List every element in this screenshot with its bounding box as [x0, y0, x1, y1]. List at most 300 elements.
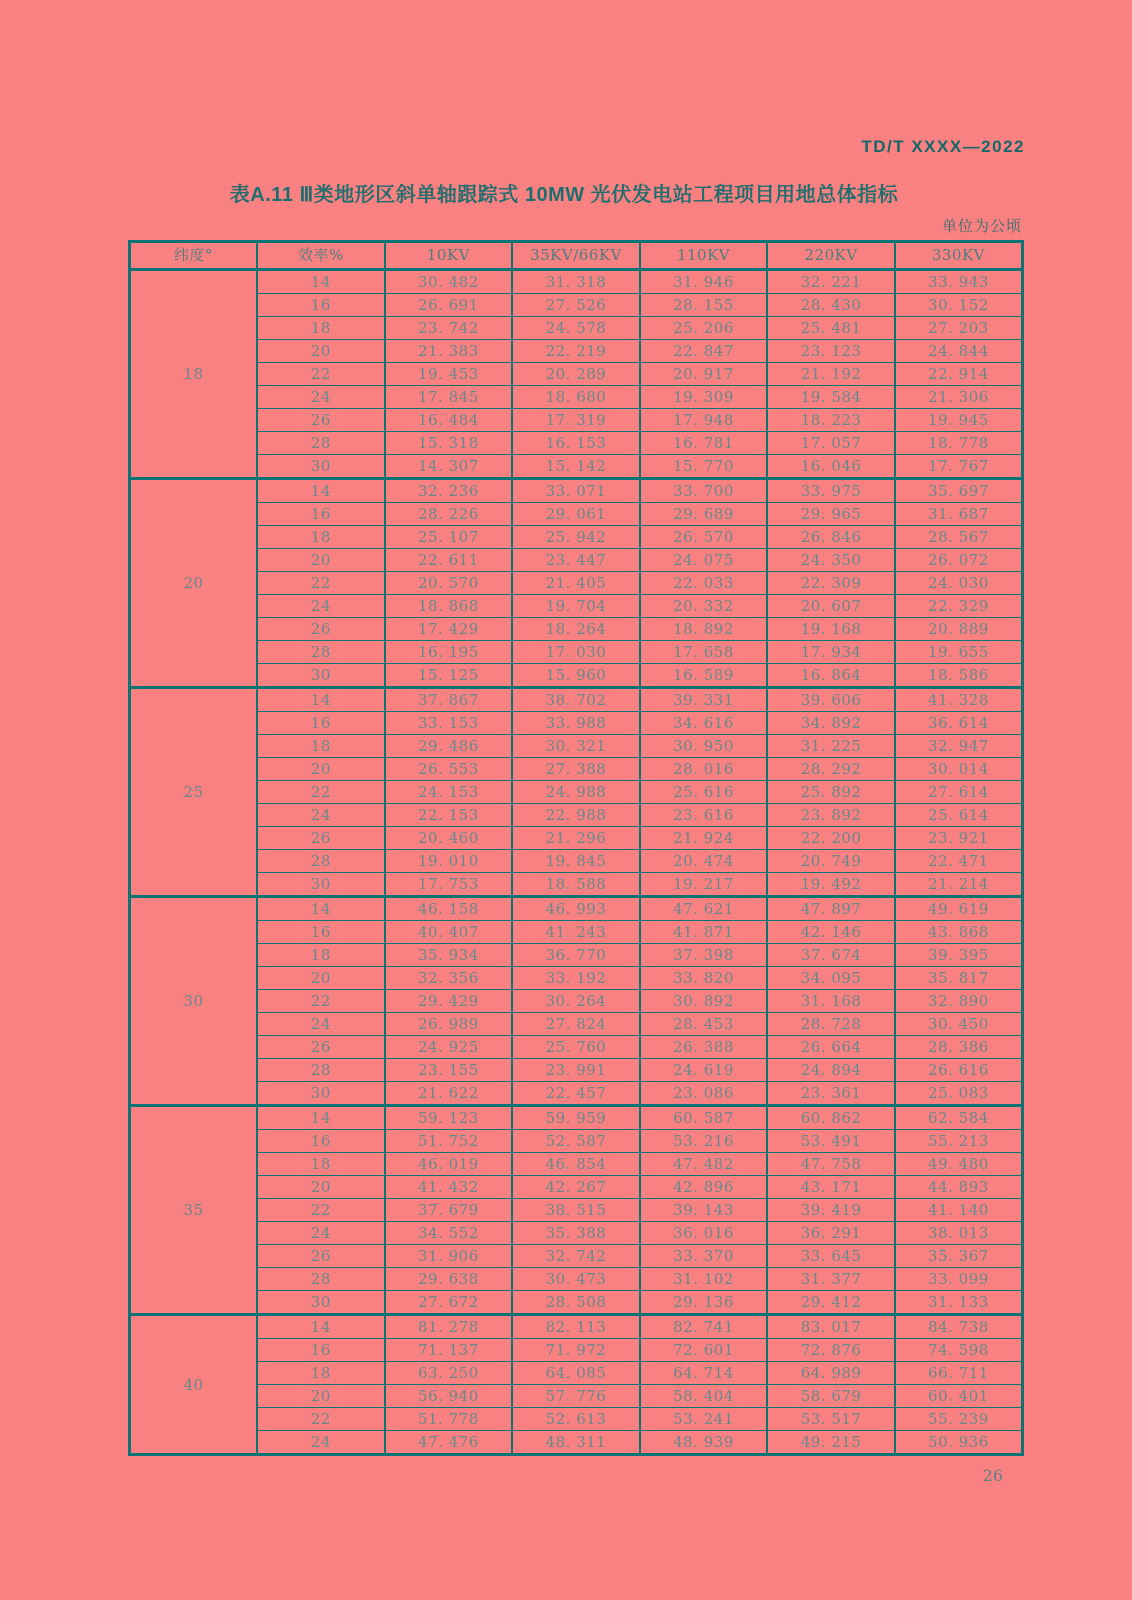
table-row: [130, 1245, 1023, 1268]
value-cell: 47. 621: [640, 897, 768, 921]
value-cell: 47. 758: [767, 1153, 895, 1176]
value-cell: 55. 239: [895, 1408, 1023, 1431]
value-cell: 15. 770: [640, 455, 768, 479]
efficiency-cell: 16: [257, 294, 385, 317]
efficiency-cell: 18: [257, 1153, 385, 1176]
value-cell: 53. 241: [640, 1408, 768, 1431]
value-cell: 25. 760: [512, 1036, 640, 1059]
value-cell: 20. 570: [385, 572, 513, 595]
value-cell: 31. 377: [767, 1268, 895, 1291]
value-cell: 23. 991: [512, 1059, 640, 1082]
value-cell: 32. 221: [767, 270, 895, 294]
value-cell: 23. 123: [767, 340, 895, 363]
efficiency-cell: 20: [257, 340, 385, 363]
efficiency-cell: 14: [257, 897, 385, 921]
table-row: [130, 340, 1023, 363]
value-cell: 26. 616: [895, 1059, 1023, 1082]
value-cell: 28. 386: [895, 1036, 1023, 1059]
value-cell: 30. 152: [895, 294, 1023, 317]
value-cell: 38. 013: [895, 1222, 1023, 1245]
value-cell: 53. 491: [767, 1130, 895, 1153]
value-cell: 19. 655: [895, 641, 1023, 664]
efficiency-cell: 24: [257, 1013, 385, 1036]
value-cell: 15. 142: [512, 455, 640, 479]
latitude-cell: 30: [130, 897, 258, 1106]
value-cell: 31. 133: [895, 1291, 1023, 1315]
table-row: [130, 1059, 1023, 1082]
table-row: [130, 1268, 1023, 1291]
value-cell: 58. 679: [767, 1385, 895, 1408]
column-header: 110KV: [640, 242, 768, 270]
value-cell: 18. 868: [385, 595, 513, 618]
value-cell: 22. 847: [640, 340, 768, 363]
efficiency-cell: 26: [257, 1245, 385, 1268]
efficiency-cell: 18: [257, 526, 385, 549]
efficiency-cell: 26: [257, 409, 385, 432]
value-cell: 16. 195: [385, 641, 513, 664]
efficiency-cell: 14: [257, 1315, 385, 1339]
value-cell: 47. 897: [767, 897, 895, 921]
value-cell: 19. 704: [512, 595, 640, 618]
value-cell: 26. 072: [895, 549, 1023, 572]
value-cell: 39. 331: [640, 688, 768, 712]
value-cell: 50. 936: [895, 1431, 1023, 1455]
value-cell: 30. 892: [640, 990, 768, 1013]
value-cell: 26. 553: [385, 758, 513, 781]
value-cell: 23. 742: [385, 317, 513, 340]
table-row: [130, 572, 1023, 595]
table-row: [130, 503, 1023, 526]
value-cell: 33. 099: [895, 1268, 1023, 1291]
value-cell: 16. 484: [385, 409, 513, 432]
value-cell: 36. 614: [895, 712, 1023, 735]
value-cell: 31. 225: [767, 735, 895, 758]
value-cell: 43. 171: [767, 1176, 895, 1199]
value-cell: 48. 311: [512, 1431, 640, 1455]
value-cell: 20. 332: [640, 595, 768, 618]
table-container: [128, 240, 1024, 1456]
table-row: [130, 712, 1023, 735]
value-cell: 21. 306: [895, 386, 1023, 409]
table-row: [130, 827, 1023, 850]
value-cell: 22. 309: [767, 572, 895, 595]
value-cell: 71. 972: [512, 1339, 640, 1362]
value-cell: 55. 213: [895, 1130, 1023, 1153]
efficiency-cell: 24: [257, 386, 385, 409]
value-cell: 27. 672: [385, 1291, 513, 1315]
value-cell: 19. 492: [767, 873, 895, 897]
value-cell: 22. 329: [895, 595, 1023, 618]
value-cell: 26. 691: [385, 294, 513, 317]
value-cell: 34. 095: [767, 967, 895, 990]
value-cell: 17. 948: [640, 409, 768, 432]
value-cell: 29. 638: [385, 1268, 513, 1291]
value-cell: 22. 457: [512, 1082, 640, 1106]
value-cell: 18. 264: [512, 618, 640, 641]
value-cell: 27. 388: [512, 758, 640, 781]
column-header: 效率%: [257, 242, 385, 270]
value-cell: 17. 767: [895, 455, 1023, 479]
efficiency-cell: 18: [257, 317, 385, 340]
table-row: [130, 897, 1023, 921]
value-cell: 31. 168: [767, 990, 895, 1013]
value-cell: 23. 921: [895, 827, 1023, 850]
value-cell: 15. 318: [385, 432, 513, 455]
value-cell: 17. 429: [385, 618, 513, 641]
value-cell: 49. 619: [895, 897, 1023, 921]
value-cell: 53. 517: [767, 1408, 895, 1431]
value-cell: 66. 711: [895, 1362, 1023, 1385]
efficiency-cell: 26: [257, 618, 385, 641]
value-cell: 28. 292: [767, 758, 895, 781]
table-row: [130, 1362, 1023, 1385]
efficiency-cell: 24: [257, 1222, 385, 1245]
value-cell: 60. 587: [640, 1106, 768, 1130]
value-cell: 16. 864: [767, 664, 895, 688]
value-cell: 28. 155: [640, 294, 768, 317]
value-cell: 37. 867: [385, 688, 513, 712]
latitude-cell: 40: [130, 1315, 258, 1455]
efficiency-cell: 26: [257, 827, 385, 850]
value-cell: 30. 482: [385, 270, 513, 294]
table-row: [130, 1291, 1023, 1315]
value-cell: 31. 687: [895, 503, 1023, 526]
value-cell: 34. 616: [640, 712, 768, 735]
value-cell: 19. 168: [767, 618, 895, 641]
value-cell: 39. 395: [895, 944, 1023, 967]
value-cell: 24. 619: [640, 1059, 768, 1082]
efficiency-cell: 16: [257, 712, 385, 735]
column-header: 35KV/66KV: [512, 242, 640, 270]
value-cell: 19. 845: [512, 850, 640, 873]
table-row: [130, 873, 1023, 897]
efficiency-cell: 30: [257, 664, 385, 688]
value-cell: 84. 738: [895, 1315, 1023, 1339]
efficiency-cell: 20: [257, 1385, 385, 1408]
table-row: [130, 409, 1023, 432]
column-header: 220KV: [767, 242, 895, 270]
table-row: [130, 758, 1023, 781]
value-cell: 26. 570: [640, 526, 768, 549]
value-cell: 24. 844: [895, 340, 1023, 363]
value-cell: 24. 894: [767, 1059, 895, 1082]
value-cell: 15. 125: [385, 664, 513, 688]
efficiency-cell: 22: [257, 572, 385, 595]
value-cell: 47. 476: [385, 1431, 513, 1455]
value-cell: 27. 614: [895, 781, 1023, 804]
table-row: [130, 990, 1023, 1013]
value-cell: 21. 924: [640, 827, 768, 850]
value-cell: 19. 217: [640, 873, 768, 897]
value-cell: 18. 223: [767, 409, 895, 432]
table-row: [130, 455, 1023, 479]
latitude-cell: 20: [130, 479, 258, 688]
efficiency-cell: 16: [257, 1130, 385, 1153]
efficiency-cell: 28: [257, 850, 385, 873]
value-cell: 25. 942: [512, 526, 640, 549]
value-cell: 17. 030: [512, 641, 640, 664]
table-row: [130, 1408, 1023, 1431]
value-cell: 24. 030: [895, 572, 1023, 595]
value-cell: 18. 680: [512, 386, 640, 409]
value-cell: 35. 367: [895, 1245, 1023, 1268]
efficiency-cell: 20: [257, 1176, 385, 1199]
value-cell: 28. 567: [895, 526, 1023, 549]
value-cell: 35. 934: [385, 944, 513, 967]
value-cell: 18. 586: [895, 664, 1023, 688]
efficiency-cell: 14: [257, 479, 385, 503]
value-cell: 27. 203: [895, 317, 1023, 340]
value-cell: 41. 328: [895, 688, 1023, 712]
efficiency-cell: 18: [257, 1362, 385, 1385]
value-cell: 21. 296: [512, 827, 640, 850]
value-cell: 33. 820: [640, 967, 768, 990]
value-cell: 49. 480: [895, 1153, 1023, 1176]
value-cell: 39. 606: [767, 688, 895, 712]
value-cell: 72. 601: [640, 1339, 768, 1362]
value-cell: 23. 086: [640, 1082, 768, 1106]
value-cell: 26. 664: [767, 1036, 895, 1059]
table-row: [130, 850, 1023, 873]
value-cell: 46. 019: [385, 1153, 513, 1176]
value-cell: 29. 412: [767, 1291, 895, 1315]
efficiency-cell: 28: [257, 1059, 385, 1082]
efficiency-cell: 14: [257, 688, 385, 712]
value-cell: 33. 700: [640, 479, 768, 503]
value-cell: 35. 697: [895, 479, 1023, 503]
value-cell: 23. 447: [512, 549, 640, 572]
table-row: [130, 317, 1023, 340]
value-cell: 37. 674: [767, 944, 895, 967]
value-cell: 30. 014: [895, 758, 1023, 781]
efficiency-cell: 20: [257, 549, 385, 572]
efficiency-cell: 16: [257, 921, 385, 944]
value-cell: 22. 471: [895, 850, 1023, 873]
value-cell: 32. 890: [895, 990, 1023, 1013]
table-row: [130, 1315, 1023, 1339]
table-row: [130, 641, 1023, 664]
table-row: [130, 294, 1023, 317]
table-row: [130, 735, 1023, 758]
value-cell: 32. 742: [512, 1245, 640, 1268]
value-cell: 37. 679: [385, 1199, 513, 1222]
value-cell: 36. 016: [640, 1222, 768, 1245]
efficiency-cell: 22: [257, 1408, 385, 1431]
value-cell: 24. 925: [385, 1036, 513, 1059]
land-use-indicator-table: [128, 240, 1024, 1456]
value-cell: 42. 146: [767, 921, 895, 944]
value-cell: 21. 192: [767, 363, 895, 386]
value-cell: 71. 137: [385, 1339, 513, 1362]
value-cell: 16. 589: [640, 664, 768, 688]
value-cell: 51. 752: [385, 1130, 513, 1153]
efficiency-cell: 18: [257, 735, 385, 758]
value-cell: 46. 854: [512, 1153, 640, 1176]
value-cell: 56. 940: [385, 1385, 513, 1408]
value-cell: 36. 291: [767, 1222, 895, 1245]
table-row: [130, 1153, 1023, 1176]
table-row: [130, 270, 1023, 294]
value-cell: 47. 482: [640, 1153, 768, 1176]
table-row: [130, 1036, 1023, 1059]
value-cell: 19. 309: [640, 386, 768, 409]
efficiency-cell: 24: [257, 804, 385, 827]
efficiency-cell: 20: [257, 758, 385, 781]
efficiency-cell: 22: [257, 781, 385, 804]
table-row: [130, 1339, 1023, 1362]
value-cell: 60. 401: [895, 1385, 1023, 1408]
value-cell: 18. 588: [512, 873, 640, 897]
value-cell: 30. 950: [640, 735, 768, 758]
value-cell: 41. 243: [512, 921, 640, 944]
value-cell: 29. 486: [385, 735, 513, 758]
value-cell: 52. 613: [512, 1408, 640, 1431]
value-cell: 25. 614: [895, 804, 1023, 827]
column-header: 330KV: [895, 242, 1023, 270]
efficiency-cell: 14: [257, 1106, 385, 1130]
table-row: [130, 526, 1023, 549]
value-cell: 21. 405: [512, 572, 640, 595]
value-cell: 64. 989: [767, 1362, 895, 1385]
value-cell: 14. 307: [385, 455, 513, 479]
value-cell: 25. 083: [895, 1082, 1023, 1106]
value-cell: 26. 388: [640, 1036, 768, 1059]
value-cell: 25. 892: [767, 781, 895, 804]
value-cell: 28. 453: [640, 1013, 768, 1036]
value-cell: 26. 989: [385, 1013, 513, 1036]
table-row: [130, 1106, 1023, 1130]
value-cell: 28. 508: [512, 1291, 640, 1315]
table-row: [130, 1385, 1023, 1408]
table-row: [130, 432, 1023, 455]
value-cell: 41. 871: [640, 921, 768, 944]
value-cell: 33. 370: [640, 1245, 768, 1268]
efficiency-cell: 24: [257, 1431, 385, 1455]
value-cell: 48. 939: [640, 1431, 768, 1455]
value-cell: 34. 892: [767, 712, 895, 735]
value-cell: 39. 143: [640, 1199, 768, 1222]
value-cell: 20. 460: [385, 827, 513, 850]
value-cell: 24. 075: [640, 549, 768, 572]
table-row: [130, 921, 1023, 944]
value-cell: 28. 226: [385, 503, 513, 526]
value-cell: 42. 267: [512, 1176, 640, 1199]
value-cell: 44. 893: [895, 1176, 1023, 1199]
value-cell: 25. 206: [640, 317, 768, 340]
value-cell: 81. 278: [385, 1315, 513, 1339]
efficiency-cell: 30: [257, 1082, 385, 1106]
value-cell: 28. 728: [767, 1013, 895, 1036]
value-cell: 16. 781: [640, 432, 768, 455]
value-cell: 22. 611: [385, 549, 513, 572]
value-cell: 25. 616: [640, 781, 768, 804]
table-row: [130, 386, 1023, 409]
value-cell: 52. 587: [512, 1130, 640, 1153]
table-header: [130, 242, 1023, 270]
value-cell: 28. 016: [640, 758, 768, 781]
value-cell: 59. 959: [512, 1106, 640, 1130]
value-cell: 22. 914: [895, 363, 1023, 386]
table-title: 表A.11 Ⅲ类地形区斜单轴跟踪式 10MW 光伏发电站工程项目用地总体指标: [229, 184, 899, 206]
value-cell: 64. 085: [512, 1362, 640, 1385]
page-number: 26: [982, 1466, 1003, 1485]
value-cell: 30. 450: [895, 1013, 1023, 1036]
efficiency-cell: 24: [257, 595, 385, 618]
table-row: [130, 944, 1023, 967]
value-cell: 30. 264: [512, 990, 640, 1013]
table-row: [130, 1082, 1023, 1106]
table-row: [130, 1013, 1023, 1036]
value-cell: 20. 917: [640, 363, 768, 386]
latitude-cell: 18: [130, 270, 258, 479]
value-cell: 21. 622: [385, 1082, 513, 1106]
table-row: [130, 549, 1023, 572]
value-cell: 23. 616: [640, 804, 768, 827]
value-cell: 31. 906: [385, 1245, 513, 1268]
latitude-cell: 25: [130, 688, 258, 897]
value-cell: 46. 158: [385, 897, 513, 921]
efficiency-cell: 22: [257, 363, 385, 386]
value-cell: 18. 892: [640, 618, 768, 641]
value-cell: 27. 824: [512, 1013, 640, 1036]
efficiency-cell: 22: [257, 1199, 385, 1222]
value-cell: 34. 552: [385, 1222, 513, 1245]
latitude-cell: 35: [130, 1106, 258, 1315]
table-row: [130, 618, 1023, 641]
table-row: [130, 1431, 1023, 1455]
value-cell: 72. 876: [767, 1339, 895, 1362]
table-row: [130, 1130, 1023, 1153]
value-cell: 25. 107: [385, 526, 513, 549]
table-body: [130, 270, 1023, 1455]
value-cell: 37. 398: [640, 944, 768, 967]
value-cell: 22. 200: [767, 827, 895, 850]
value-cell: 19. 453: [385, 363, 513, 386]
value-cell: 35. 817: [895, 967, 1023, 990]
efficiency-cell: 28: [257, 641, 385, 664]
table-row: [130, 804, 1023, 827]
value-cell: 83. 017: [767, 1315, 895, 1339]
value-cell: 19. 010: [385, 850, 513, 873]
efficiency-cell: 16: [257, 1339, 385, 1362]
value-cell: 29. 429: [385, 990, 513, 1013]
table-row: [130, 664, 1023, 688]
efficiency-cell: 22: [257, 990, 385, 1013]
unit-note: 单位为公顷: [941, 218, 1022, 235]
value-cell: 17. 753: [385, 873, 513, 897]
value-cell: 31. 102: [640, 1268, 768, 1291]
value-cell: 82. 741: [640, 1315, 768, 1339]
value-cell: 17. 934: [767, 641, 895, 664]
table-row: [130, 967, 1023, 990]
value-cell: 60. 862: [767, 1106, 895, 1130]
value-cell: 64. 714: [640, 1362, 768, 1385]
value-cell: 23. 361: [767, 1082, 895, 1106]
value-cell: 24. 578: [512, 317, 640, 340]
value-cell: 20. 889: [895, 618, 1023, 641]
value-cell: 42. 896: [640, 1176, 768, 1199]
value-cell: 29. 965: [767, 503, 895, 526]
value-cell: 23. 892: [767, 804, 895, 827]
efficiency-cell: 28: [257, 1268, 385, 1291]
value-cell: 38. 515: [512, 1199, 640, 1222]
value-cell: 33. 071: [512, 479, 640, 503]
value-cell: 23. 155: [385, 1059, 513, 1082]
value-cell: 59. 123: [385, 1106, 513, 1130]
value-cell: 26. 846: [767, 526, 895, 549]
value-cell: 62. 584: [895, 1106, 1023, 1130]
value-cell: 28. 430: [767, 294, 895, 317]
